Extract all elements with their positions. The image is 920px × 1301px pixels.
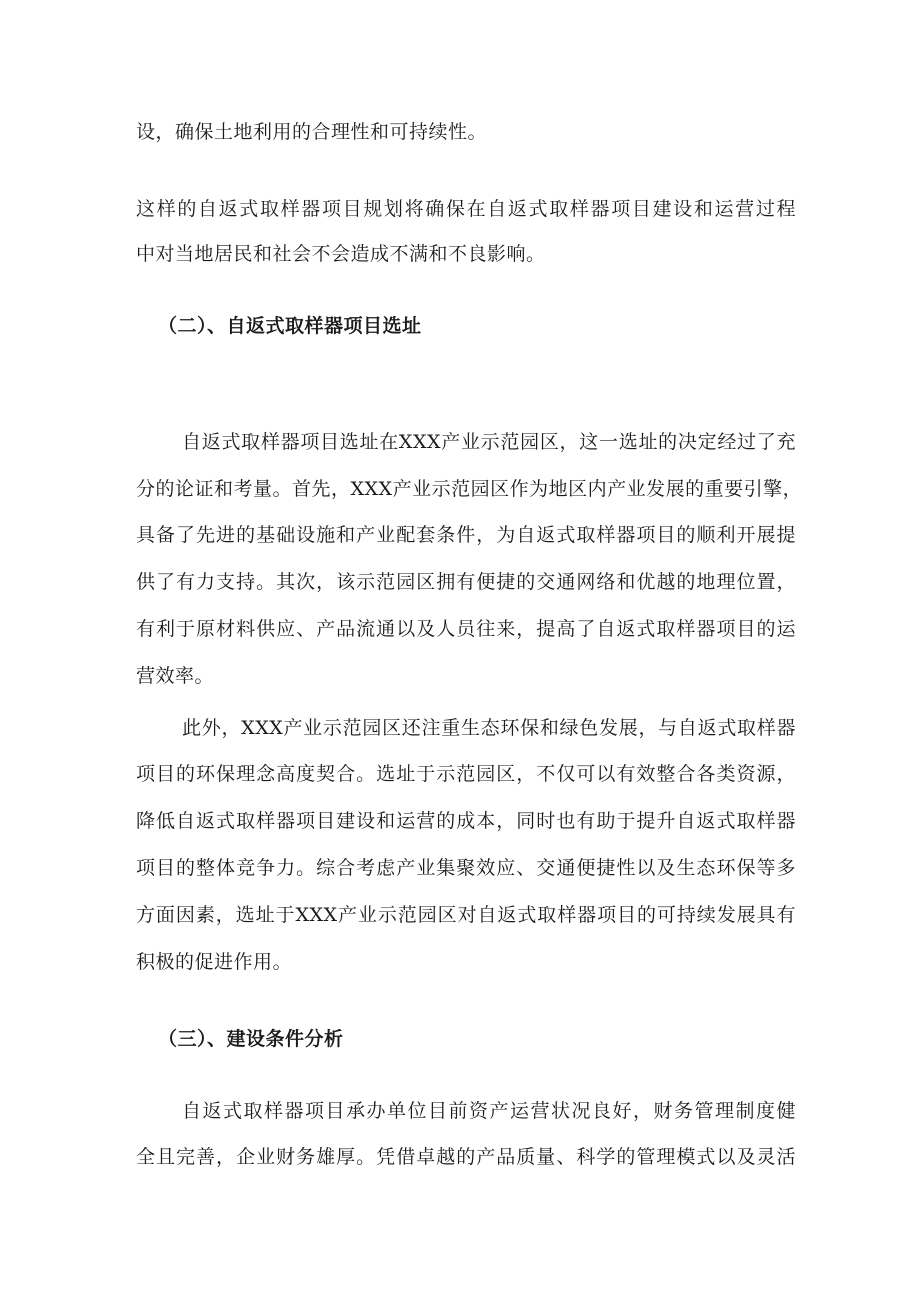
section-heading-site-selection: （二）、自返式取样器项目选址 [158,315,422,337]
section2-paragraph-1-line-3: 具备了先进的基础设施和产业配套条件，为自返式取样器项目的顺利开展提 [136,524,796,546]
intro-paragraph-line: 设，确保土地利用的合理性和可持续性。 [136,121,488,143]
section2-paragraph-2-line-4: 项目的整体竞争力。综合考虑产业集聚效应、交通便捷性以及生态环保等多 [136,857,796,879]
section3-paragraph-1-line-2: 全且完善，企业财务雄厚。凭借卓越的产品质量、科学的管理模式以及灵活 [136,1146,796,1168]
section3-paragraph-1-line-1: 自返式取样器项目承办单位目前资产运营状况良好，财务管理制度健 [182,1100,796,1122]
section2-paragraph-1-line-1: 自返式取样器项目选址在XXX产业示范园区，这一选址的决定经过了充 [182,431,796,453]
section2-paragraph-2-line-5: 方面因素，选址于XXX产业示范园区对自返式取样器项目的可持续发展具有 [136,904,796,926]
section2-paragraph-2-line-1: 此外，XXX产业示范园区还注重生态环保和绿色发展，与自返式取样器 [182,717,796,739]
section2-paragraph-1-line-6: 营效率。 [136,665,215,687]
section2-paragraph-2-line-6: 积极的促进作用。 [136,951,293,973]
intro-paragraph-2-line-1: 这样的自返式取样器项目规划将确保在自返式取样器项目建设和运营过程 [136,198,796,220]
section2-paragraph-2-line-2: 项目的环保理念高度契合。选址于示范园区，不仅可以有效整合各类资源， [136,763,796,785]
section2-paragraph-2-line-3: 降低自返式取样器项目建设和运营的成本，同时也有助于提升自返式取样器 [136,810,796,832]
section-heading-construction-conditions: （三）、建设条件分析 [158,1028,344,1050]
section2-paragraph-1-line-5: 有利于原材料供应、产品流通以及人员往来，提高了自返式取样器项目的运 [136,618,796,640]
intro-paragraph-2-line-2: 中对当地居民和社会不会造成不满和不良影响。 [136,243,546,265]
section2-paragraph-1-line-2: 分的论证和考量。首先，XXX产业示范园区作为地区内产业发展的重要引擎， [136,478,803,500]
section2-paragraph-1-line-4: 供了有力支持。其次，该示范园区拥有便捷的交通网络和优越的地理位置， [136,571,796,593]
